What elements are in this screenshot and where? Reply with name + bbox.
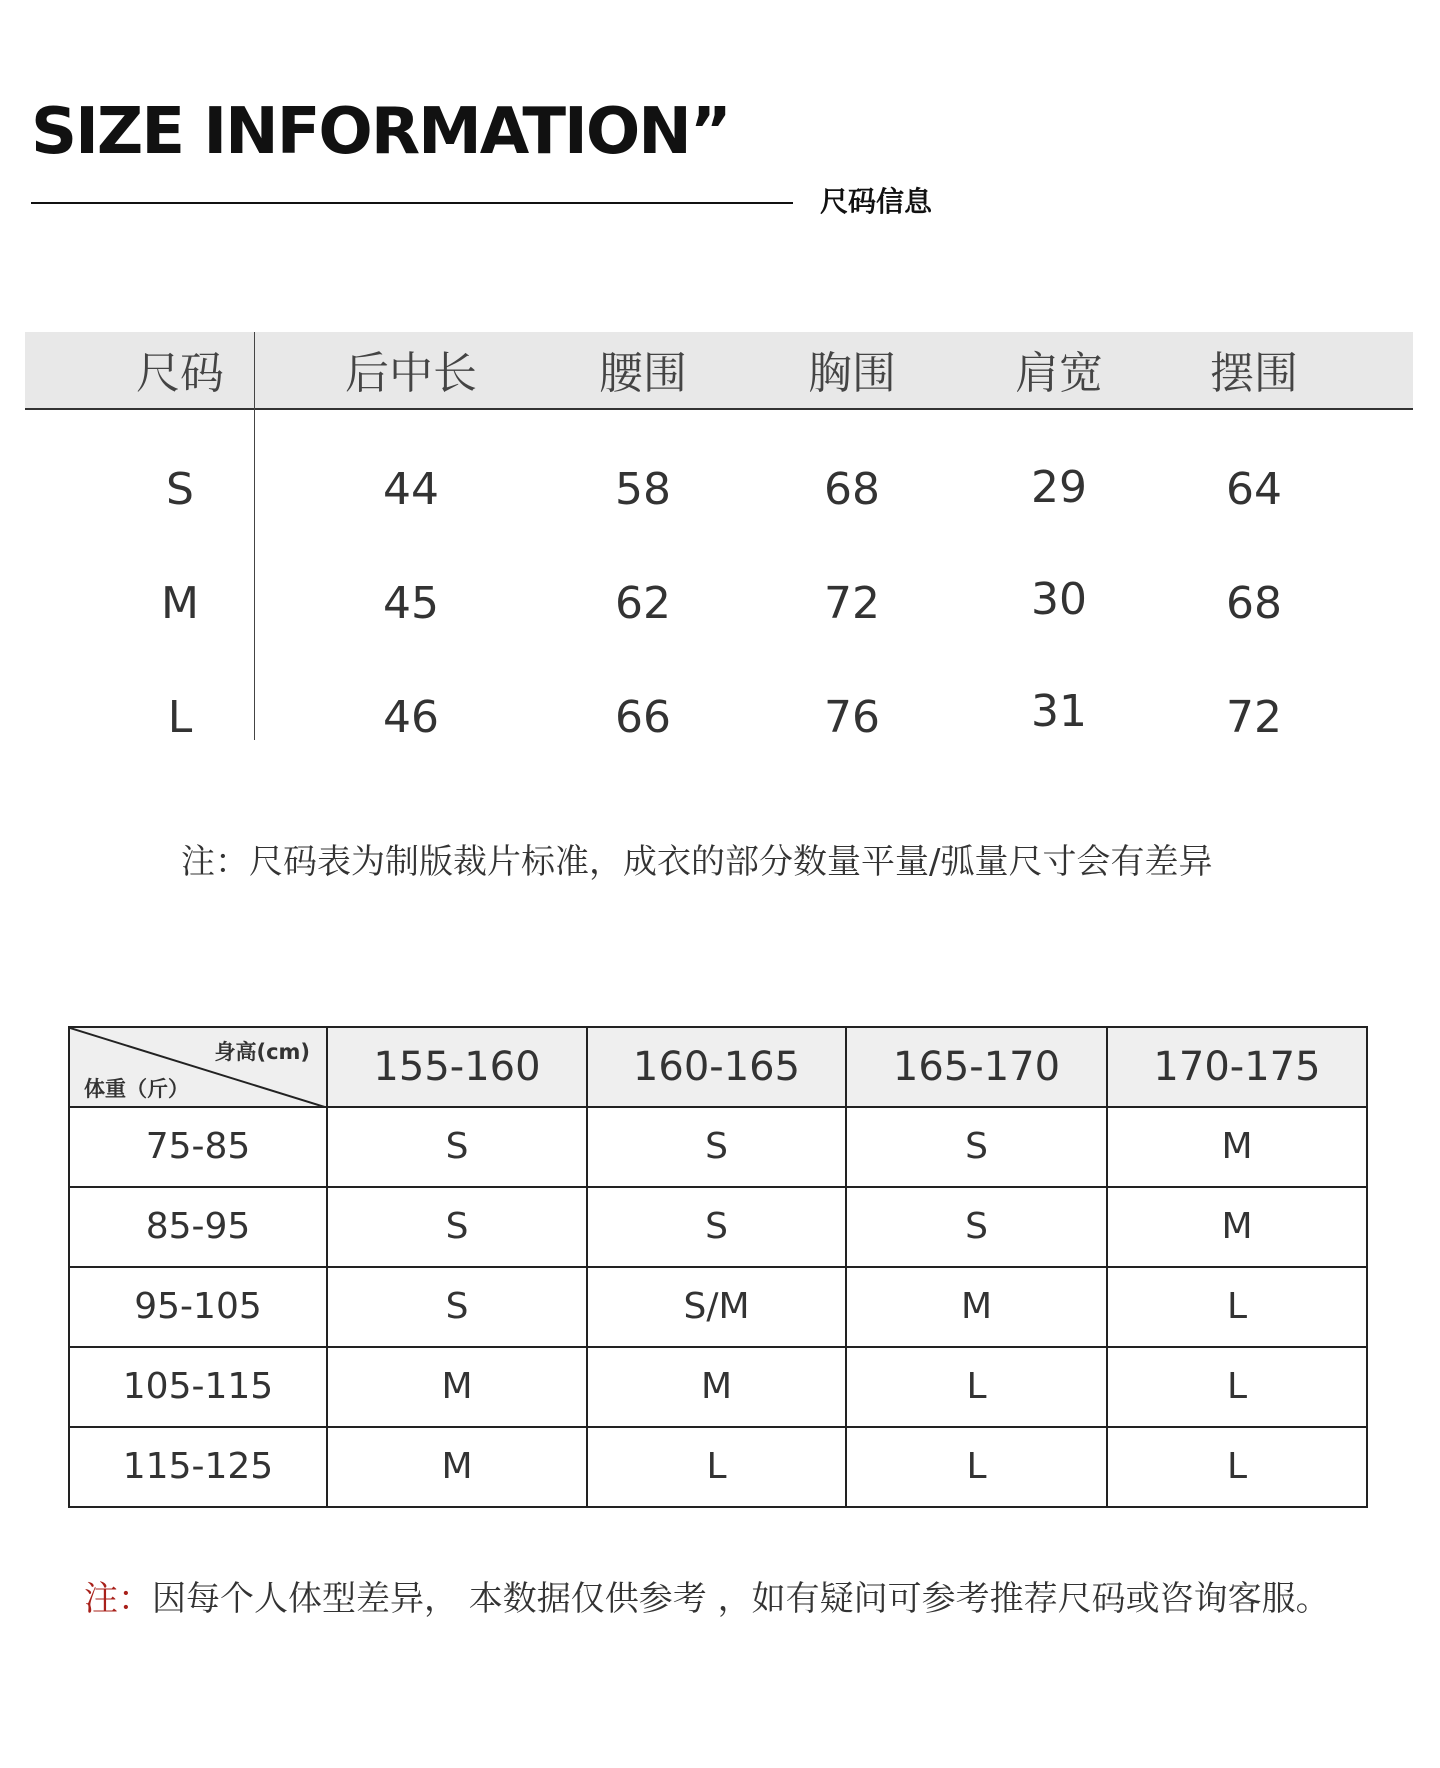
page-title: SIZE INFORMATION”: [31, 95, 730, 169]
column-header-height: 155-160: [327, 1027, 587, 1107]
size-cell: L: [846, 1427, 1107, 1507]
size-recommendation-table: [68, 1026, 1368, 1508]
table-row: [69, 1347, 1367, 1427]
measure-cell: 44: [383, 464, 439, 515]
weight-cell: 85-95: [69, 1187, 327, 1267]
measure-cell: 31: [1031, 686, 1087, 737]
measure-cell: M: [161, 578, 199, 629]
size-cell: S: [587, 1107, 846, 1187]
column-header-chest: 胸围: [808, 348, 896, 399]
measure-cell: 46: [383, 692, 439, 743]
measurement-table-header: [25, 332, 1413, 410]
size-cell: L: [846, 1347, 1107, 1427]
size-cell: S: [327, 1107, 587, 1187]
title-divider: [31, 202, 793, 204]
column-header-height: 160-165: [587, 1027, 846, 1107]
size-cell: M: [327, 1347, 587, 1427]
size-cell: S/M: [587, 1267, 846, 1347]
size-cell: L: [1107, 1347, 1367, 1427]
column-header-back-length: 后中长: [345, 348, 477, 399]
column-header-height: 165-170: [846, 1027, 1107, 1107]
column-header-hem: 摆围: [1210, 348, 1298, 399]
table-row: [69, 1267, 1367, 1347]
measure-cell: 72: [824, 578, 880, 629]
size-cell: S: [846, 1107, 1107, 1187]
height-axis-label: 身高(cm): [214, 1040, 310, 1064]
note-text: 因每个人体型差异， 本数据仅供参考 ，如有疑问可参考推荐尺码或咨询客服。: [152, 1579, 1330, 1619]
measure-cell: 76: [824, 692, 880, 743]
weight-cell: 115-125: [69, 1427, 327, 1507]
size-cell: S: [587, 1187, 846, 1267]
size-cell: M: [327, 1427, 587, 1507]
measure-cell: 45: [383, 578, 439, 629]
table-row: [69, 1187, 1367, 1267]
size-cell: S: [327, 1187, 587, 1267]
weight-cell: 75-85: [69, 1107, 327, 1187]
size-cell: M: [1107, 1187, 1367, 1267]
size-cell: L: [587, 1427, 846, 1507]
column-header-shoulder: 肩宽: [1015, 348, 1103, 399]
measurement-note: 注：尺码表为制版裁片标准，成衣的部分数量平量/弧量尺寸会有差异: [181, 842, 1213, 882]
weight-axis-label: 体重（斤）: [84, 1077, 189, 1101]
note-prefix: 注：: [84, 1579, 152, 1619]
measure-cell: 72: [1226, 692, 1282, 743]
measure-cell: 68: [824, 464, 880, 515]
table-row: [69, 1107, 1367, 1187]
measure-cell: 64: [1226, 464, 1282, 515]
measure-cell: S: [166, 464, 194, 515]
measure-cell: 66: [615, 692, 671, 743]
measure-cell: 58: [615, 464, 671, 515]
table-row: [69, 1427, 1367, 1507]
recommendation-note: [84, 1579, 1330, 1619]
size-cell: M: [846, 1267, 1107, 1347]
size-cell: L: [1107, 1427, 1367, 1507]
size-cell: S: [846, 1187, 1107, 1267]
measure-cell: 29: [1031, 462, 1087, 513]
size-cell: M: [1107, 1107, 1367, 1187]
table-header-row: [69, 1027, 1367, 1107]
measure-cell: L: [167, 692, 193, 743]
measure-cell: 68: [1226, 578, 1282, 629]
size-cell: M: [587, 1347, 846, 1427]
weight-cell: 95-105: [69, 1267, 327, 1347]
column-header-size: 尺码: [136, 348, 224, 399]
size-cell: S: [327, 1267, 587, 1347]
column-header-waist: 腰围: [599, 348, 687, 399]
weight-cell: 105-115: [69, 1347, 327, 1427]
table-corner-cell: [69, 1027, 327, 1107]
measure-cell: 62: [615, 578, 671, 629]
column-header-height: 170-175: [1107, 1027, 1367, 1107]
measurement-table-divider: [254, 332, 255, 740]
size-cell: L: [1107, 1267, 1367, 1347]
measure-cell: 30: [1031, 574, 1087, 625]
page-subtitle: 尺码信息: [820, 185, 933, 218]
